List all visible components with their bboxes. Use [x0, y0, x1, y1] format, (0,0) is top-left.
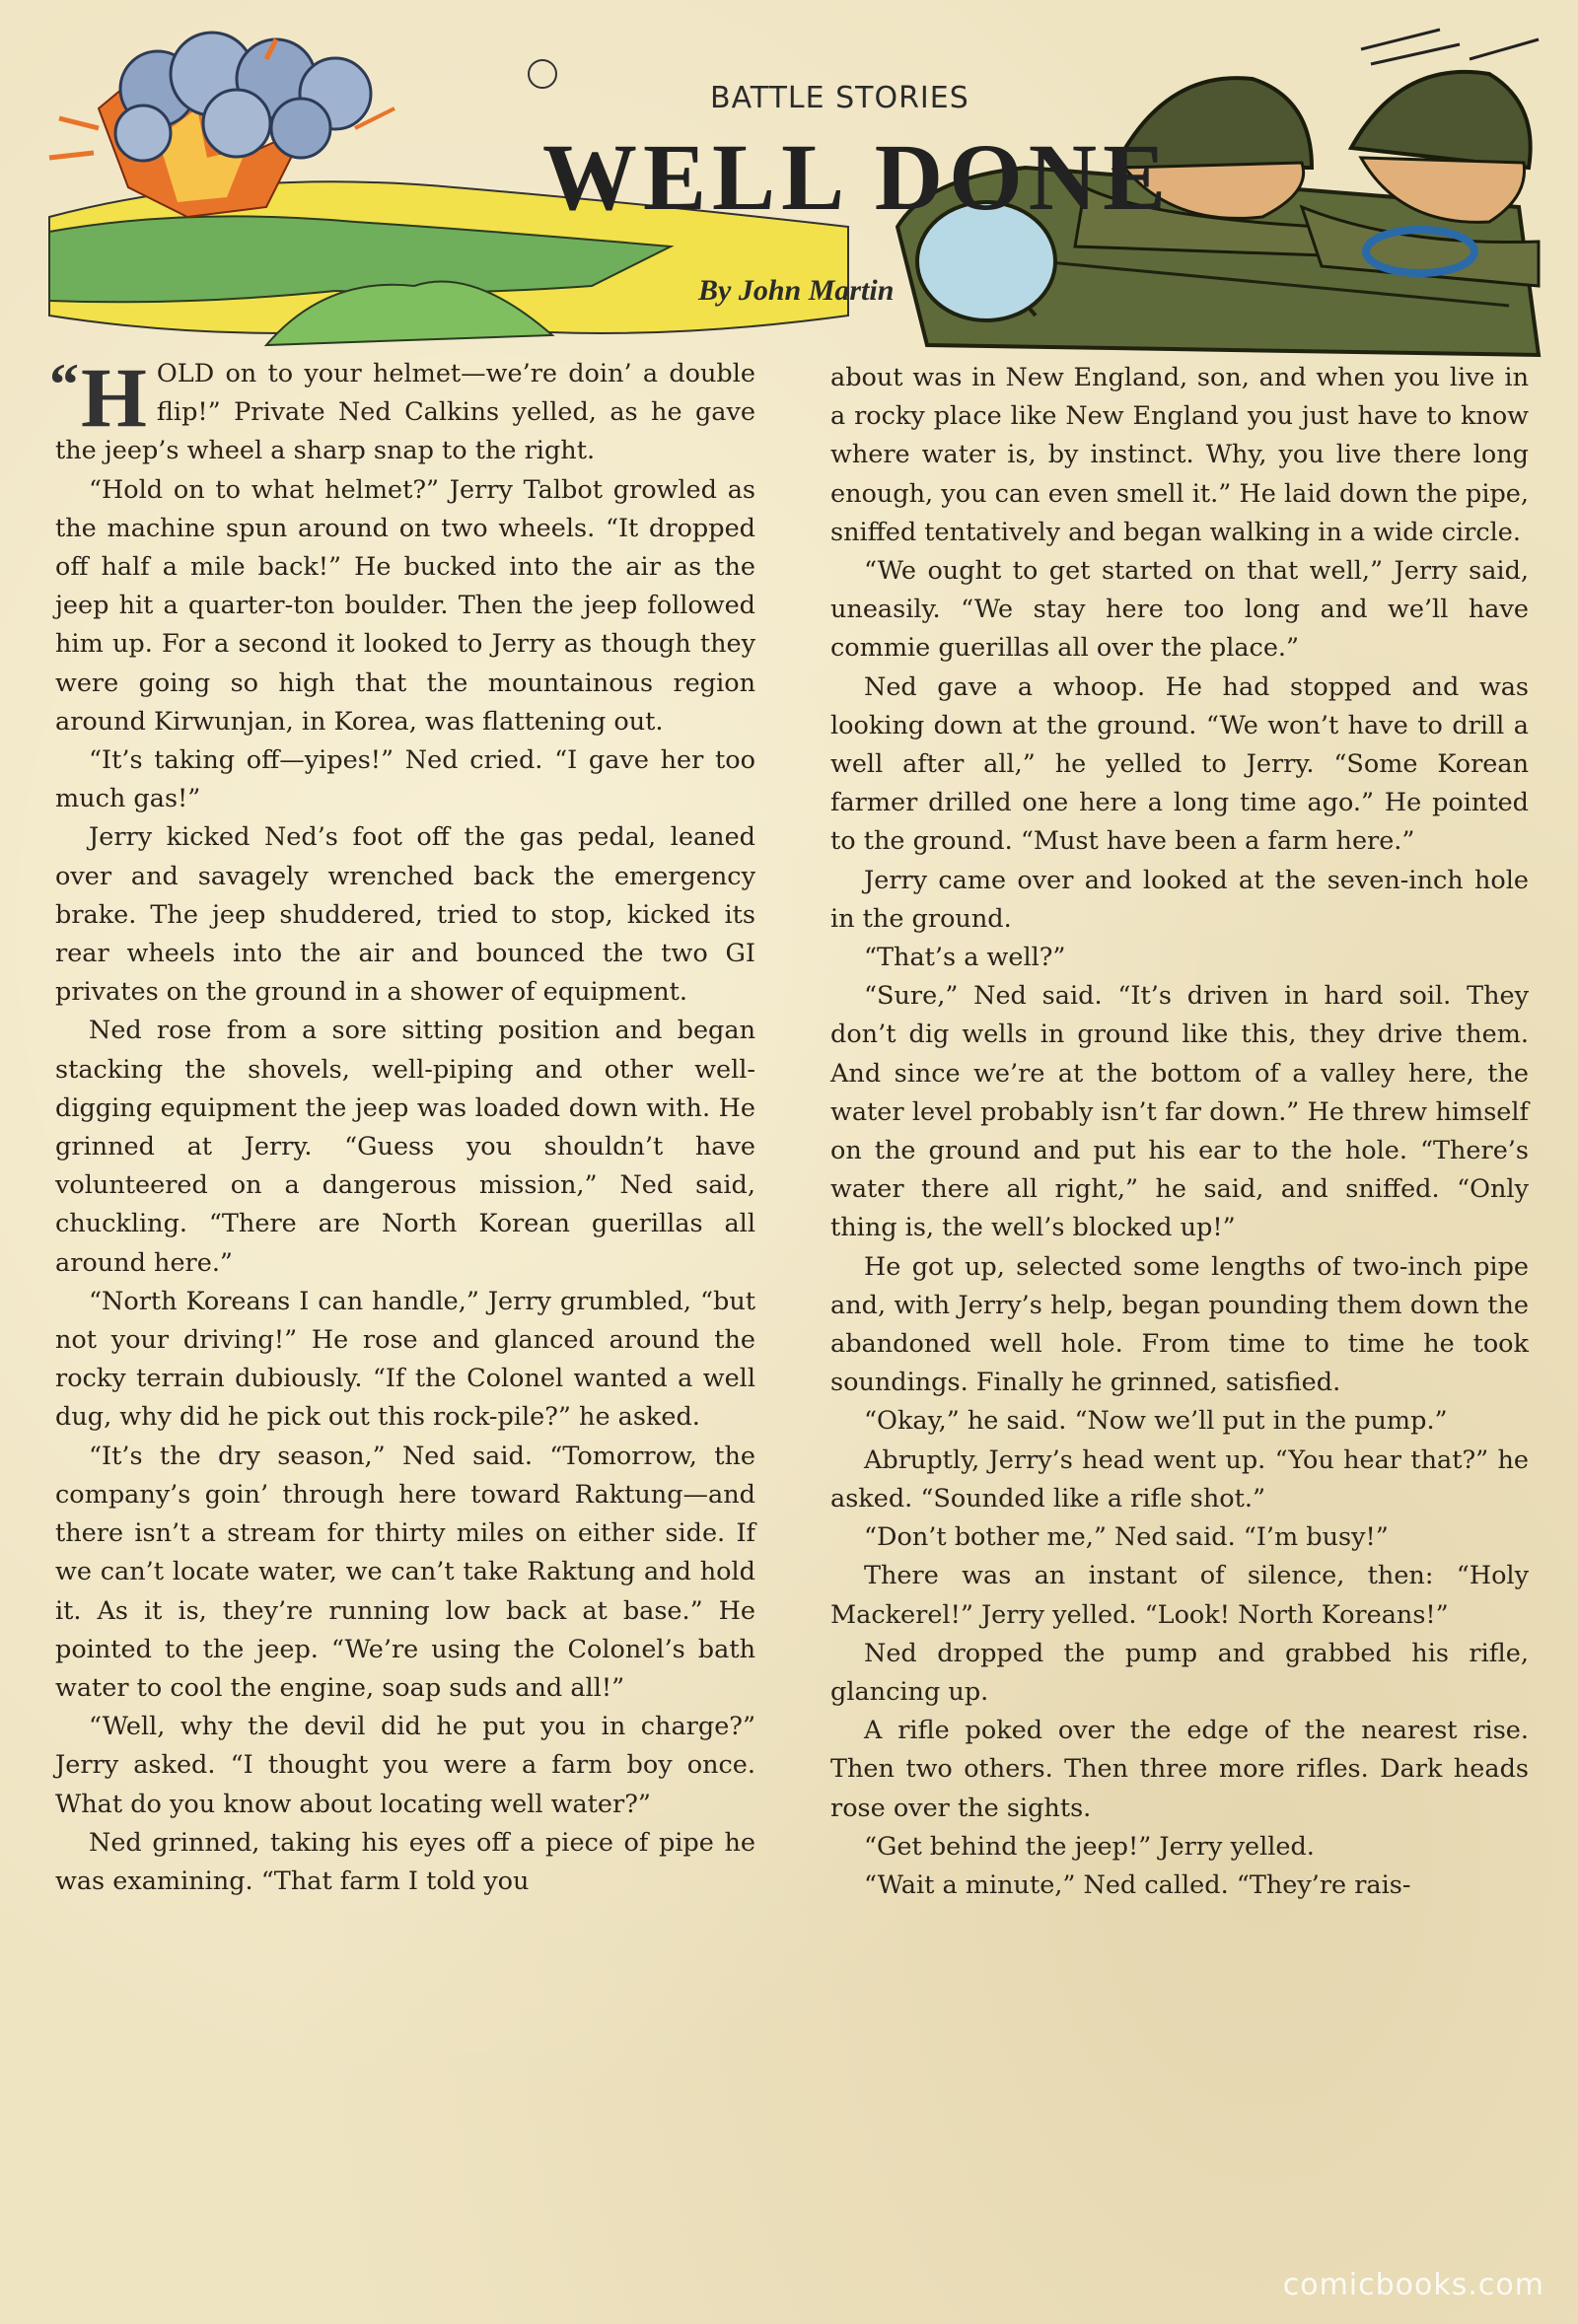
left-column [49, 350, 755, 1901]
paragraph: “Don’t bother me,” Ned said. “I’m busy!” [864, 1522, 1389, 1553]
paragraph: Ned rose from a sore sitting position and began stacking the shovels, well-piping and other well-digging equipment the jeep was loaded down with. He grinned at Jerry. “Guess you shouldn’t have volunteered on a dangerous mission,” Ned said, chuckling. “There are North Korean guerillas all around here.” [55, 1016, 755, 1278]
paragraph: “North Koreans I can handle,” Jerry grumbled, “but not your driving!” He rose and glanced around the rocky terrain dubiously. “If the Colonel wanted a well dug, why did he pick out this rock-pile?” he asked. [55, 1286, 755, 1433]
paragraph: “Well, why the devil did he put you in charge?” Jerry asked. “I thought you were a farm boy once. What do you know about locating well water?” [55, 1712, 755, 1819]
paragraph: “It’s taking off—yipes!” Ned cried. “I gave her too much gas!” [55, 745, 755, 814]
paragraph: He got up, selected some lengths of two-inch pipe and, with Jerry’s help, began pounding them down the abandoned well hole. From time to time he took soundings. Finally he grinned, satisfied. [830, 1251, 1529, 1398]
paragraph-continued: about was in New England, son, and when you live in a rocky place like New England you just have to know where water is, by instinct. Why, you live there long enough, you can even smell it.” He laid down the pipe, sniffed tentatively and began walking in a wide circle. [830, 363, 1529, 547]
paragraph: Ned grinned, taking his eyes off a piece of pipe he was examining. “That farm I told you [55, 1827, 755, 1896]
paragraph: Abruptly, Jerry’s head went up. “You hear that?” he asked. “Sounded like a rifle shot.” [830, 1444, 1529, 1514]
paragraph: Jerry came over and looked at the seven-inch hole in the ground. [830, 865, 1529, 934]
opening-quote: “ [49, 352, 79, 417]
paragraph-text: OLD on to your helmet—we’re doin’ a double flip!” Private Ned Calkins yelled, as he gave the jeep’s wheel a sharp snap to the right. [55, 359, 755, 466]
paragraph: “Hold on to what helmet?” Jerry Talbot growled as the machine spun around on two wheels. “It dropped off half a mile back!” He bucked into the air as the jeep hit a quarter-ton boulder. Then the jeep followed him up. For a second it looked to Jerry as though they were going so high that the mountainous region around Kirwunjan, in Korea, was flattening out. [55, 474, 755, 737]
site-watermark: comicbooks.com [1282, 2268, 1544, 2302]
paragraph: “It’s the dry season,” Ned said. “Tomorrow, the company’s goin’ through here toward Raktung—and there isn’t a stream for thirty miles on either side. If we can’t locate water, we can’t take Raktung and hold it. As it is, they’re running low back at base.” He pointed to the jeep. “We’re using the Colonel’s bath water to cool the engine, soap suds and all!” [55, 1441, 755, 1703]
paragraph: “Get behind the jeep!” Jerry yelled. [864, 1831, 1315, 1862]
drop-cap: H [81, 350, 147, 445]
paragraph: A rifle poked over the edge of the nearest rise. Then two others. Then three more rifles. Dark heads rose over the sights. [830, 1716, 1529, 1823]
right-column [830, 359, 1529, 1905]
paragraph: “Sure,” Ned said. “It’s driven in hard soil. They don’t dig wells in ground like this, they drive them. And since we’re at the bottom of a valley here, the water level probably isn’t far down.” He threw himself on the ground and put his ear to the hole. “There’s water there all right,” he said, and sniffed. “Only thing is, the well’s blocked up!” [830, 981, 1529, 1243]
series-label: BATTLE STORIES [710, 81, 969, 115]
paragraph: Jerry kicked Ned’s foot off the gas pedal, leaned over and savagely wrenched back the emergency brake. The jeep shuddered, tried to stop, kicked its rear wheels into the air and bounced the two GI privates on the ground in a shower of equipment. [55, 822, 755, 1008]
paragraph [49, 350, 755, 471]
title-banner [39, 20, 1548, 375]
story-byline: By John Martin [698, 274, 895, 307]
paragraph: There was an instant of silence, then: “Holy Mackerel!” Jerry yelled. “Look! North Koreans!” [830, 1561, 1529, 1630]
paragraph: “Wait a minute,” Ned called. “They’re rais- [864, 1869, 1411, 1900]
paragraph: “That’s a well?” [864, 943, 1066, 973]
paragraph: “Okay,” he said. “Now we’ll put in the pump.” [864, 1406, 1448, 1437]
paragraph: Ned gave a whoop. He had stopped and was looking down at the ground. “We won’t have to drill a well after all,” he yelled to Jerry. “Some Korean farmer drilled one here a long time ago.” He pointed to the ground. “Must have been a farm here.” [830, 671, 1529, 857]
paragraph: Ned dropped the pump and grabbed his rifle, glancing up. [830, 1638, 1529, 1707]
paragraph: “We ought to get started on that well,” Jerry said, uneasily. “We stay here too long and we’ll have commie guerillas all over the place.” [830, 556, 1529, 664]
story-title: WELL DONE [542, 124, 1173, 230]
